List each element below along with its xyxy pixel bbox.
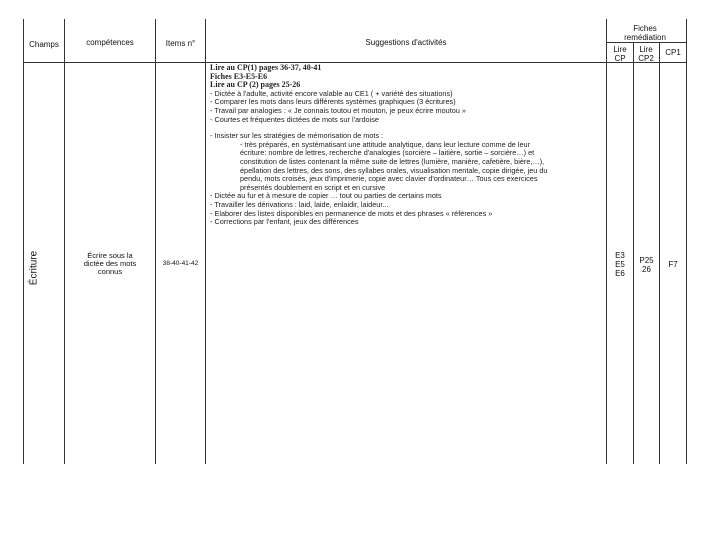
suggestion-line: - Dictée à l'adulte, activité encore valable au CE1 ( + variété des situations) — [210, 89, 453, 98]
suggestion-line: Lire au CP (2) pages 25-26 — [210, 81, 301, 90]
fiches-lire-cp — [607, 251, 633, 278]
header-competences: compétences — [86, 38, 134, 47]
suggestion-line: écriture: nombre de lettres, recherche d'analogies (sorcière – laitière, sortie – sorcière…) et — [240, 149, 535, 158]
header-lire-cp: Lire CP — [613, 45, 627, 63]
items-numbers: 38-40-41-42 — [162, 260, 199, 267]
header-champs: Champs — [29, 40, 59, 49]
table-right-border — [686, 19, 687, 464]
header-items: Items n° — [165, 39, 196, 48]
header-cp1: CP1 — [665, 48, 681, 57]
column-divider-fiches — [606, 19, 607, 464]
suggestion-line: - Elaborer des listes disponibles en permanence de mots et des phrases « références » — [210, 209, 493, 218]
suggestion-line: pendu, mots croisés, jeux d'imprimerie, copie avec clavier d'ordinateur… Tous ces exercices — [240, 175, 538, 184]
header-bottom-border — [23, 62, 687, 63]
header-lire-cp2: Lire CP2 — [638, 45, 654, 63]
suggestion-line: - Dictée au fur et à mesure de copier … tout ou parties de certains mots — [210, 192, 442, 201]
fiches-sub-border — [606, 42, 687, 43]
column-divider-competences — [64, 19, 65, 464]
fiche-value: E3 — [615, 251, 625, 260]
suggestion-line: - Insister sur les stratégies de mémorisation de mots : — [210, 132, 384, 141]
column-divider-cp1 — [659, 42, 660, 464]
suggestion-line: - Travailler les dérivations : laid, laide, enlaidir, laideur... — [210, 200, 389, 209]
fiche-value: E5 — [615, 260, 625, 269]
suggestion-line: - très préparés, en systématisant une attitude analytique, dans leur lecture comme de leur — [240, 140, 531, 149]
header-fiches-remediation: Fiches remédiation — [624, 24, 666, 42]
suggestion-line: présentés doublement en script et en cursive — [240, 183, 386, 192]
fiche-value: E6 — [615, 269, 625, 278]
fiches-cp1: F7 — [668, 260, 678, 269]
suggestion-line: - Courtes et fréquentes dictées de mots sur l'ardoise — [210, 115, 379, 124]
champ-label: Écriture — [28, 250, 40, 286]
column-divider-suggestions — [205, 19, 206, 464]
column-divider-lire-cp2 — [633, 42, 634, 464]
competence-text: Écrire sous la dictée des mots connus — [83, 251, 137, 276]
suggestion-line: constitution de listes contenant la même suite de lettres (lumière, manière, cafetière, bière,…), — [240, 157, 545, 166]
suggestion-line: Lire au CP(1) pages 36-37, 40-41 — [210, 64, 322, 72]
fiches-lire-cp2 — [634, 256, 659, 274]
fiche-value: P25 — [639, 256, 654, 265]
suggestion-line: - Corrections par l'enfant, jeux des différences — [210, 218, 359, 227]
suggestion-line: épellation des lettres, des sons, des syllabes orales, visualisation mentale, copie dirigée, jeu du — [240, 166, 548, 175]
suggestion-line: - Travail par analogies : « Je connais toutou et mouton, je peux écrire moutou » — [210, 106, 466, 115]
fiche-value: 26 — [642, 265, 651, 274]
suggestion-line: Fiches E3-E5-E6 — [210, 72, 268, 81]
header-suggestions: Suggestions d'activités — [365, 38, 447, 47]
table-left-border — [23, 19, 24, 464]
suggestion-line: - Comparer les mots dans leurs différents systèmes graphiques (3 écritures) — [210, 98, 456, 107]
suggestions-list — [210, 64, 604, 227]
column-divider-items — [155, 19, 156, 464]
